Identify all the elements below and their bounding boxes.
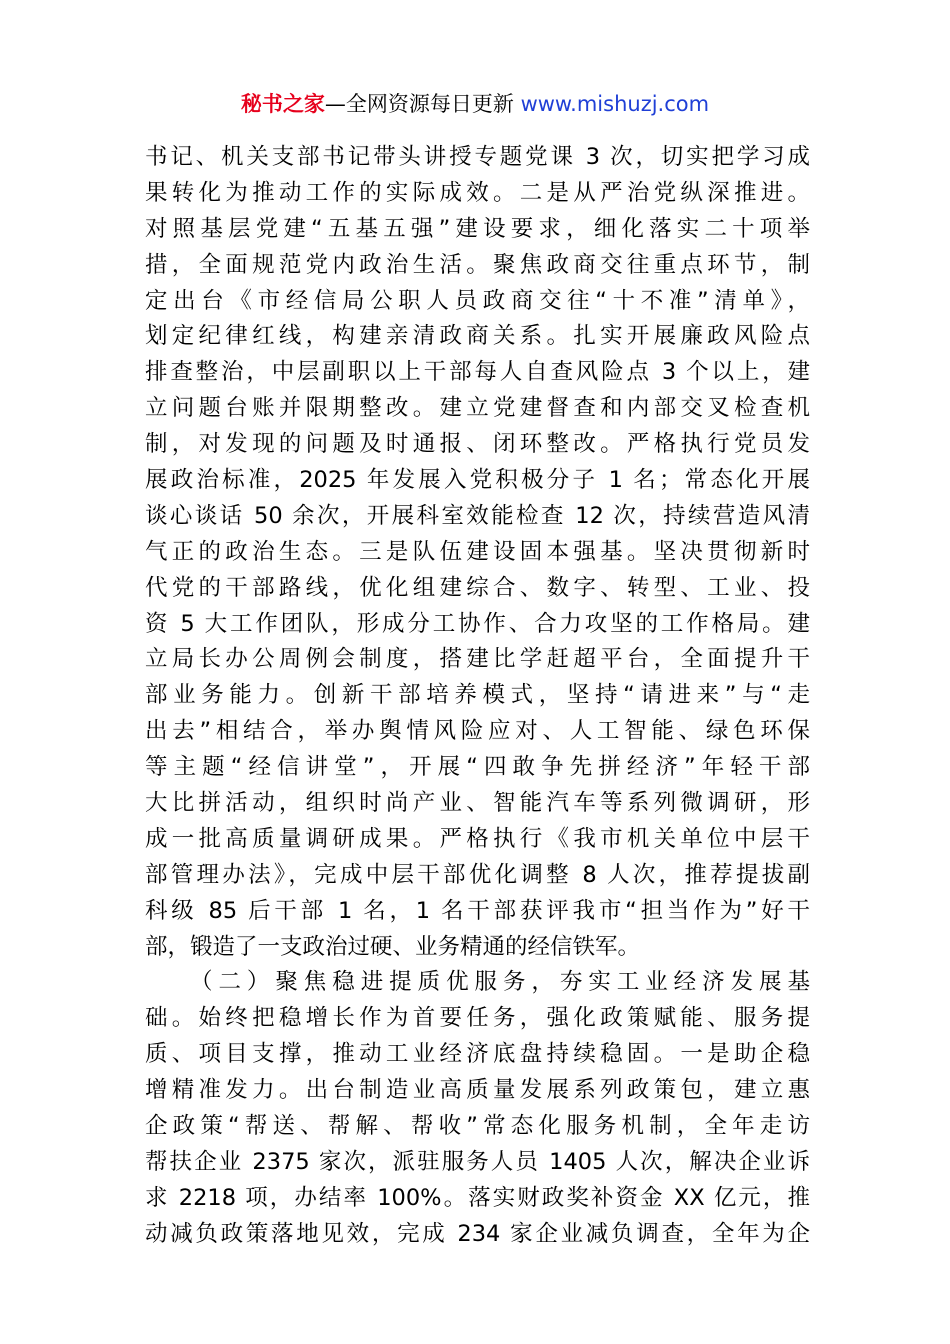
site-tagline: 全网资源每日更新 bbox=[345, 92, 514, 116]
text-line: 部业务能力。创新干部培养模式，坚持“请进来”与“走 bbox=[145, 682, 810, 709]
text-line: 代党的干部路线，优化组建综合、数字、转型、工业、投 bbox=[145, 574, 810, 601]
document-body bbox=[145, 140, 810, 1253]
text-line: 出去”相结合，举办舆情风险应对、人工智能、绿色环保 bbox=[145, 718, 810, 745]
text-line: 等主题“经信讲堂”，开展“四敢争先拼经济”年轻干部 bbox=[145, 754, 810, 781]
text-line: 书记、机关支部书记带头讲授专题党课 3 次，切实把学习成 bbox=[145, 144, 810, 170]
text-line: 大比拼活动，组织时尚产业、智能汽车等系列微调研，形 bbox=[145, 790, 810, 817]
text-line: 立局长办公周例会制度，搭建比学赶超平台，全面提升干 bbox=[145, 646, 810, 673]
text-line: 质、项目支撑，推动工业经济底盘持续稳固。一是助企稳 bbox=[145, 1041, 810, 1068]
text-line: 资 5 大工作团队，形成分工协作、合力攻坚的工作格局。建 bbox=[145, 610, 810, 637]
text-line: 立问题台账并限期整改。建立党建督查和内部交叉检查机 bbox=[145, 395, 810, 422]
text-line: 定出台《市经信局公职人员政商交往“十不准”清单》， bbox=[145, 287, 810, 314]
section-heading-line: （二）聚焦稳进提质优服务，夯实工业经济发展基 bbox=[190, 969, 810, 996]
header-dash: — bbox=[324, 92, 346, 116]
text-line: 展政治标准，2025 年发展入党积极分子 1 名；常态化开展 bbox=[145, 467, 810, 494]
text-line: 部管理办法》，完成中层干部优化调整 8 人次，推荐提拔副 bbox=[145, 861, 810, 888]
text-line: 划定纪律红线，构建亲清政商关系。扎实开展廉政风险点 bbox=[145, 323, 810, 350]
text-line: 谈心谈话 50 余次，开展科室效能检查 12 次，持续营造风清 bbox=[145, 502, 810, 529]
text-line: 企政策“帮送、帮解、帮收”常态化服务机制，全年走访 bbox=[145, 1113, 810, 1140]
site-url-link[interactable]: www.mishuzj.com bbox=[520, 92, 710, 116]
text-line: 果转化为推动工作的实际成效。二是从严治党纵深推进。 bbox=[145, 179, 810, 206]
text-line: 帮扶企业 2375 家次，派驻服务人员 1405 人次，解决企业诉 bbox=[145, 1148, 810, 1175]
text-line: 制，对发现的问题及时通报、闭环整改。严格执行党员发 bbox=[145, 431, 810, 458]
text-line: 增精准发力。出台制造业高质量发展系列政策包，建立惠 bbox=[145, 1077, 810, 1104]
site-header bbox=[0, 88, 950, 120]
text-line: 成一批高质量调研成果。严格执行《我市机关单位中层干 bbox=[145, 825, 810, 852]
text-line: 础。始终把稳增长作为首要任务，强化政策赋能、服务提 bbox=[145, 1005, 810, 1032]
text-line: 动减负政策落地见效，完成 234 家企业减负调查，全年为企 bbox=[145, 1220, 810, 1247]
text-line: 求 2218 项，办结率 100%。落实财政奖补资金 XX 亿元，推 bbox=[145, 1184, 810, 1211]
text-line: 措，全面规范党内政治生活。聚焦政商交往重点环节，制 bbox=[145, 251, 810, 278]
text-line: 排查整治，中层副职以上干部每人自查风险点 3 个以上，建 bbox=[145, 359, 810, 386]
paragraph-end-line: 部，锻造了一支政治过硬、业务精通的经信铁军。 bbox=[145, 933, 641, 960]
text-line: 气正的政治生态。三是队伍建设固本强基。坚决贯彻新时 bbox=[145, 538, 810, 565]
text-line: 科级 85 后干部 1 名，1 名干部获评我市“担当作为”好干 bbox=[145, 897, 810, 924]
site-brand: 秘书之家 bbox=[240, 92, 325, 116]
text-line: 对照基层党建“五基五强”建设要求，细化落实二十项举 bbox=[145, 215, 810, 242]
